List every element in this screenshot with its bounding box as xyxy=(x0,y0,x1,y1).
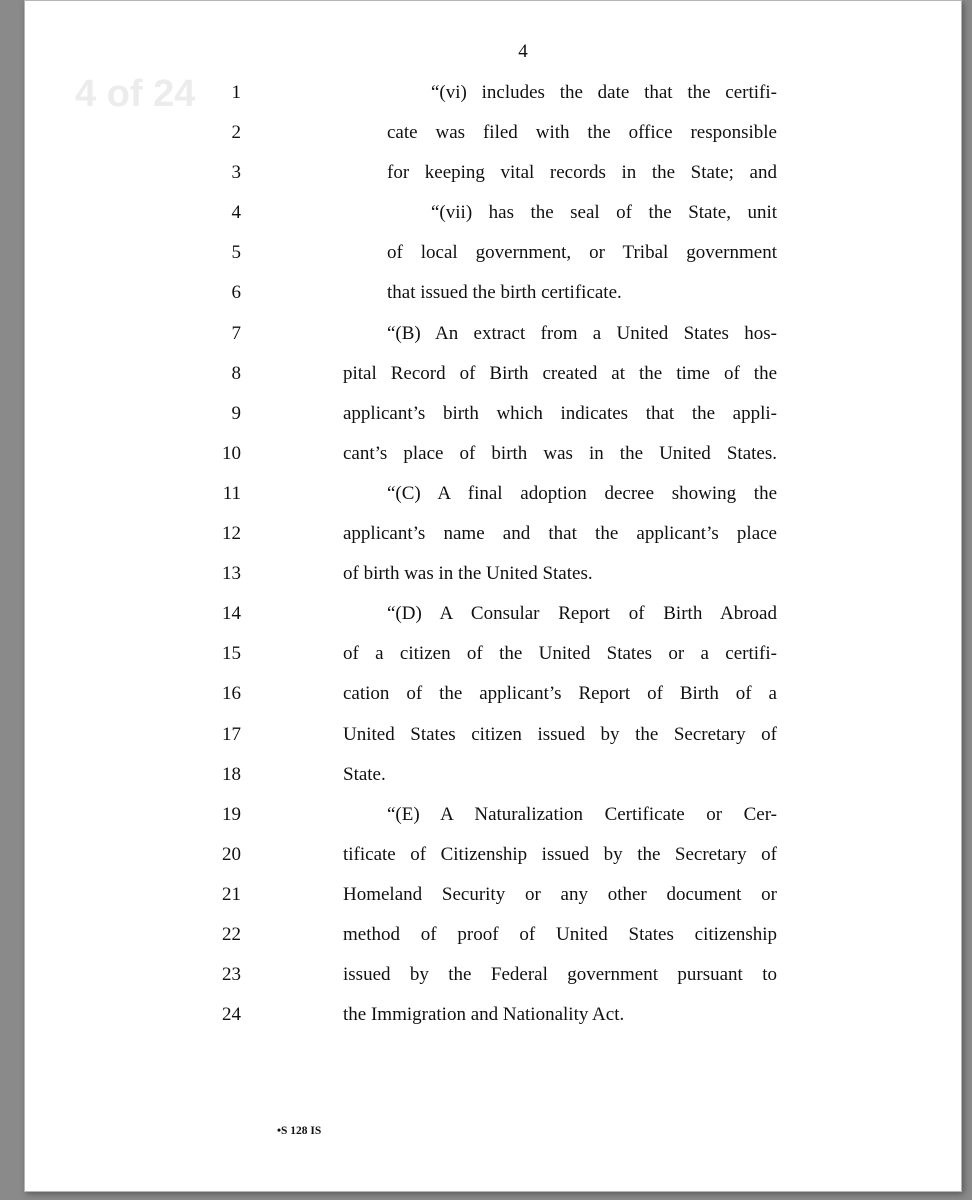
line-text: method of proof of United States citizenship xyxy=(343,923,777,945)
line-number: 18 xyxy=(222,763,241,785)
line-number: 14 xyxy=(222,603,241,625)
document-line xyxy=(25,594,961,634)
line-text: the Immigration and Nationality Act. xyxy=(343,1004,625,1026)
line-text: applicant’s name and that the applicant’s place xyxy=(343,523,777,545)
line-number: 6 xyxy=(231,282,241,304)
line-number: 16 xyxy=(222,683,241,705)
document-line xyxy=(25,674,961,714)
line-number: 10 xyxy=(222,442,241,464)
document-line xyxy=(25,715,961,755)
line-number: 3 xyxy=(231,162,241,184)
document-line xyxy=(25,193,961,233)
line-text: of a citizen of the United States or a certifi- xyxy=(343,643,777,665)
line-text: “(vi) includes the date that the certifi- xyxy=(431,82,777,103)
document-line xyxy=(25,915,961,955)
document-line xyxy=(25,273,961,313)
line-number: 21 xyxy=(222,883,241,905)
line-number: 22 xyxy=(222,923,241,945)
line-text: “(E) A Naturalization Certificate or Cer- xyxy=(387,803,777,825)
line-text: of birth was in the United States. xyxy=(343,563,593,585)
line-number: 19 xyxy=(222,803,241,825)
document-line xyxy=(25,554,961,594)
page-count-watermark: 4 of 24 xyxy=(75,73,196,115)
line-number: 15 xyxy=(222,643,241,665)
document-line xyxy=(25,955,961,995)
line-text: for keeping vital records in the State; and xyxy=(387,162,777,184)
document-line xyxy=(25,153,961,193)
document-line xyxy=(25,995,961,1035)
document-line xyxy=(25,514,961,554)
document-page xyxy=(24,0,962,1192)
line-text: cation of the applicant’s Report of Birth of a xyxy=(343,683,777,705)
document-line xyxy=(25,233,961,273)
line-number: 8 xyxy=(231,362,241,384)
document-line xyxy=(25,795,961,835)
line-number: 4 xyxy=(231,202,241,224)
line-number: 9 xyxy=(231,402,241,424)
line-number: 5 xyxy=(231,242,241,264)
line-text: State. xyxy=(343,763,386,785)
document-line xyxy=(25,474,961,514)
line-text: “(C) A final adoption decree showing the xyxy=(387,482,777,504)
line-text: issued by the Federal government pursuant to xyxy=(343,964,777,986)
document-line xyxy=(25,875,961,915)
line-number: 20 xyxy=(222,843,241,865)
document-line xyxy=(25,354,961,394)
line-text: “(vii) has the seal of the State, unit xyxy=(431,202,777,224)
line-number: 17 xyxy=(222,723,241,745)
line-text: tificate of Citizenship issued by the Secretary of xyxy=(343,843,777,865)
line-text: “(D) A Consular Report of Birth Abroad xyxy=(387,603,777,625)
line-text: of local government, or Tribal government xyxy=(387,242,777,264)
line-text: that issued the birth certificate. xyxy=(387,282,622,304)
line-number: 7 xyxy=(231,322,241,344)
line-number: 23 xyxy=(222,964,241,986)
line-number: 13 xyxy=(222,563,241,585)
document-line xyxy=(25,73,961,113)
bill-identifier-footer: •S 128 IS xyxy=(277,1125,322,1137)
page-number: 4 xyxy=(518,41,528,62)
document-line xyxy=(25,755,961,795)
line-text: “(B) An extract from a United States hos- xyxy=(387,322,777,344)
document-line xyxy=(25,835,961,875)
line-number: 1 xyxy=(231,82,241,103)
document-line xyxy=(25,634,961,674)
line-text: cate was filed with the office responsible xyxy=(387,122,777,144)
line-number: 24 xyxy=(222,1004,241,1026)
line-text: United States citizen issued by the Secretary of xyxy=(343,723,777,745)
document-line xyxy=(25,314,961,354)
line-number: 12 xyxy=(222,523,241,545)
numbered-lines xyxy=(25,73,961,1035)
line-text: cant’s place of birth was in the United States. xyxy=(343,442,777,464)
document-line xyxy=(25,394,961,434)
line-text: pital Record of Birth created at the time of the xyxy=(343,362,777,384)
line-text: applicant’s birth which indicates that the appli- xyxy=(343,402,777,424)
line-text: Homeland Security or any other document or xyxy=(343,883,777,905)
line-number: 2 xyxy=(231,122,241,144)
document-line xyxy=(25,113,961,153)
document-line xyxy=(25,434,961,474)
line-number: 11 xyxy=(222,482,241,504)
